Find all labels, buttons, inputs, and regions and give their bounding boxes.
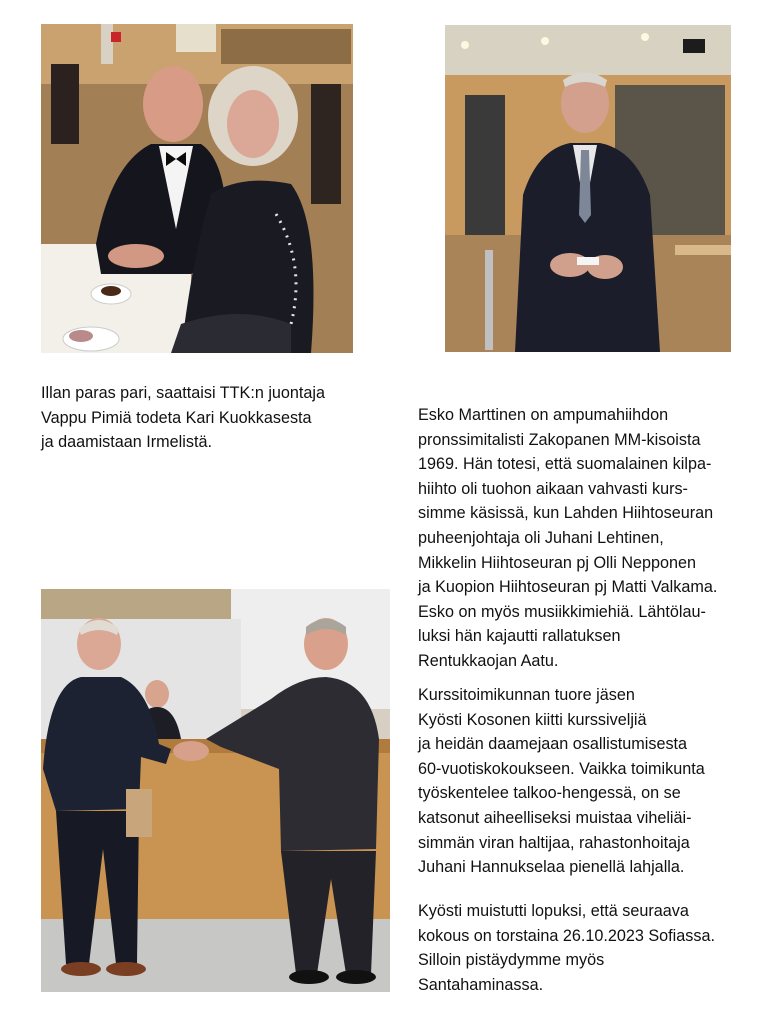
paragraph-line: Kyösti muistutti lopuksi, että seuraava xyxy=(418,902,689,920)
paragraph-esko xyxy=(418,403,717,674)
paragraph-line: Juhani Hannukselaa pienellä lahjalla. xyxy=(418,858,685,877)
photo-esko-speaking xyxy=(445,25,731,352)
paragraph-line: Esko on myös musiikkimiehiä. Lähtölau- xyxy=(418,602,706,621)
paragraph-line: pronssimitalisti Zakopanen MM-kisoista xyxy=(418,430,701,449)
paragraph-line: Rentukkaojan Aatu. xyxy=(418,651,559,670)
paragraph-closing xyxy=(418,899,715,997)
paragraph-line: kokous on torstaina 26.10.2023 Sofiassa. xyxy=(418,926,715,945)
paragraph-line: hiihto oli tuohon aikaan vahvasti kurs- xyxy=(418,479,688,498)
caption-line: ja daamistaan Irmelistä. xyxy=(41,433,212,452)
paragraph-line: Santahaminassa. xyxy=(418,975,544,994)
photo-couple-dinner xyxy=(41,24,353,353)
caption-line: Illan paras pari, saattaisi TTK:n juontaja xyxy=(41,384,326,402)
paragraph-line: Esko Marttinen on ampumahiihdon xyxy=(418,406,669,424)
photo-handshake xyxy=(41,589,390,992)
paragraph-line: ja Kuopion Hiihtoseuran pj Matti Valkama. xyxy=(418,578,718,597)
paragraph-line: ja heidän daamejaan osallistumisesta xyxy=(418,735,688,754)
paragraph-line: katsonut aiheelliseksi muistaa viheliäi- xyxy=(418,808,692,827)
paragraph-line: luksi hän kajautti rallatuksen xyxy=(418,627,621,646)
paragraph-line: puheenjohtaja oli Juhani Lehtinen, xyxy=(418,528,664,547)
paragraph-line: simmän viran haltijaa, rahastonhoitaja xyxy=(418,833,690,852)
paragraph-line: työskentelee talkoo-hengessä, on se xyxy=(418,784,681,803)
caption-couple xyxy=(41,381,325,455)
paragraph-kyosti xyxy=(418,683,705,880)
paragraph-line: Mikkelin Hiihtoseuran pj Olli Nepponen xyxy=(418,553,697,572)
paragraph-line: Silloin pistäydymme myös xyxy=(418,951,605,970)
paragraph-line: 60-vuotiskokoukseen. Vaikka toimikunta xyxy=(418,759,705,778)
paragraph-line: 1969. Hän totesi, että suomalainen kilpa- xyxy=(418,455,712,474)
caption-line: Vappu Pimiä todeta Kari Kuokkasesta xyxy=(41,408,312,427)
paragraph-line: simme käsissä, kun Lahden Hiihtoseuran xyxy=(418,504,714,523)
paragraph-line: Kurssitoimikunnan tuore jäsen xyxy=(418,686,635,704)
paragraph-line: Kyösti Kosonen kiitti kurssiveljiä xyxy=(418,710,647,729)
